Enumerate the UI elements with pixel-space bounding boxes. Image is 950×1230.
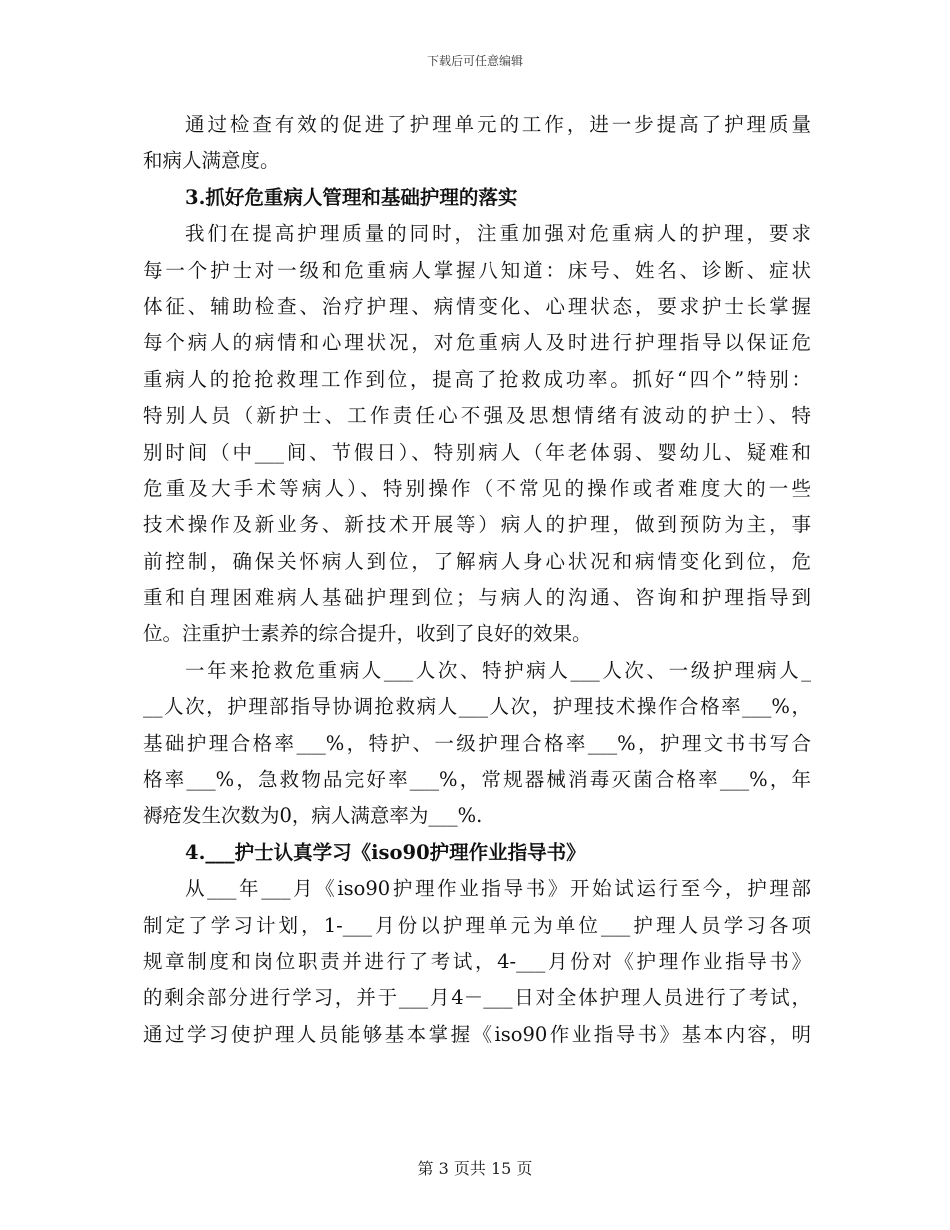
text-line: 制定了学习计划，1-___月份以护理单元为单位___护理人员学习各项 <box>143 913 811 937</box>
page-header: 下载后可任意编辑 <box>426 54 523 68</box>
text-line: 位。注重护士素养的综合提升，收到了良好的效果。 <box>143 622 592 646</box>
text-line: 危重及大手术等病人）、特别操作（不常见的操作或者难度大的一些 <box>143 476 811 500</box>
text-line: 技术操作及新业务、新技术开展等）病人的护理，做到预防为主，事 <box>143 513 811 537</box>
text-line: 基础护理合格率___%，特护、一级护理合格率___%，护理文书书写合 <box>143 731 811 755</box>
text-line: 重和自理困难病人基础护理到位；与病人的沟通、咨询和护理指导到 <box>143 586 811 610</box>
text-line: 通过学习使护理人员能够基本掌握《iso90作业指导书》基本内容，明 <box>143 1022 811 1046</box>
page-footer: 第 3 页共 15 页 <box>417 1159 533 1178</box>
text-line: 重病人的抢抢救理工作到位，提高了抢救成功率。抓好“四个”特别： <box>143 367 811 391</box>
text-line: 通过检查有效的促进了护理单元的工作，进一步提高了护理质量 <box>185 113 811 136</box>
text-line: 一年来抢救危重病人___人次、特护病人___人次、一级护理病人_ <box>185 658 811 682</box>
text-line: 从___年___月《iso90护理作业指导书》开始试运行至今，护理部 <box>185 877 811 901</box>
section-heading: 4.___护士认真学习《iso90护理作业指导书》 <box>185 840 586 864</box>
text-line: 别时间（中___间、节假日）、特别病人（年老体弱、婴幼儿、疑难和 <box>143 440 811 464</box>
text-line: 特别人员（新护士、工作责任心不强及思想情绪有波动的护士）、特 <box>143 404 811 428</box>
text-line: 我们在提高护理质量的同时，注重加强对危重病人的护理，要求 <box>185 222 811 246</box>
paragraph <box>143 216 811 653</box>
section-heading: 3.抓好危重病人管理和基础护理的落实 <box>185 185 518 209</box>
text-line: 规章制度和岗位职责并进行了考试，4-___月份对《护理作业指导书》 <box>143 949 811 973</box>
text-line: 的剩余部分进行学习，并于___月4－___日对全体护理人员进行了考试， <box>143 986 811 1010</box>
text-line: 褥疮发生次数为0，病人满意率为___%. <box>143 804 483 828</box>
paragraph <box>143 107 811 180</box>
document-body <box>143 107 811 1053</box>
text-line: 每一个护士对一级和危重病人掌握八知道：床号、姓名、诊断、症状 <box>143 258 811 282</box>
text-line: 格率___%，急救物品完好率___%，常规器械消毒灭菌合格率___%，年 <box>143 768 811 792</box>
text-line: 和病人满意度。 <box>143 149 280 173</box>
text-line: __人次，护理部指导协调抢救病人___人次，护理技术操作合格率___%， <box>143 695 811 719</box>
paragraph <box>143 871 811 1053</box>
paragraph <box>143 653 811 835</box>
text-line: 体征、辅助检查、治疗护理、病情变化、心理状态，要求护士长掌握 <box>143 294 811 318</box>
text-line: 前控制，确保关怀病人到位，了解病人身心状况和病情变化到位，危 <box>143 549 811 573</box>
text-line: 每个病人的病情和心理状况，对危重病人及时进行护理指导以保证危 <box>143 331 811 355</box>
